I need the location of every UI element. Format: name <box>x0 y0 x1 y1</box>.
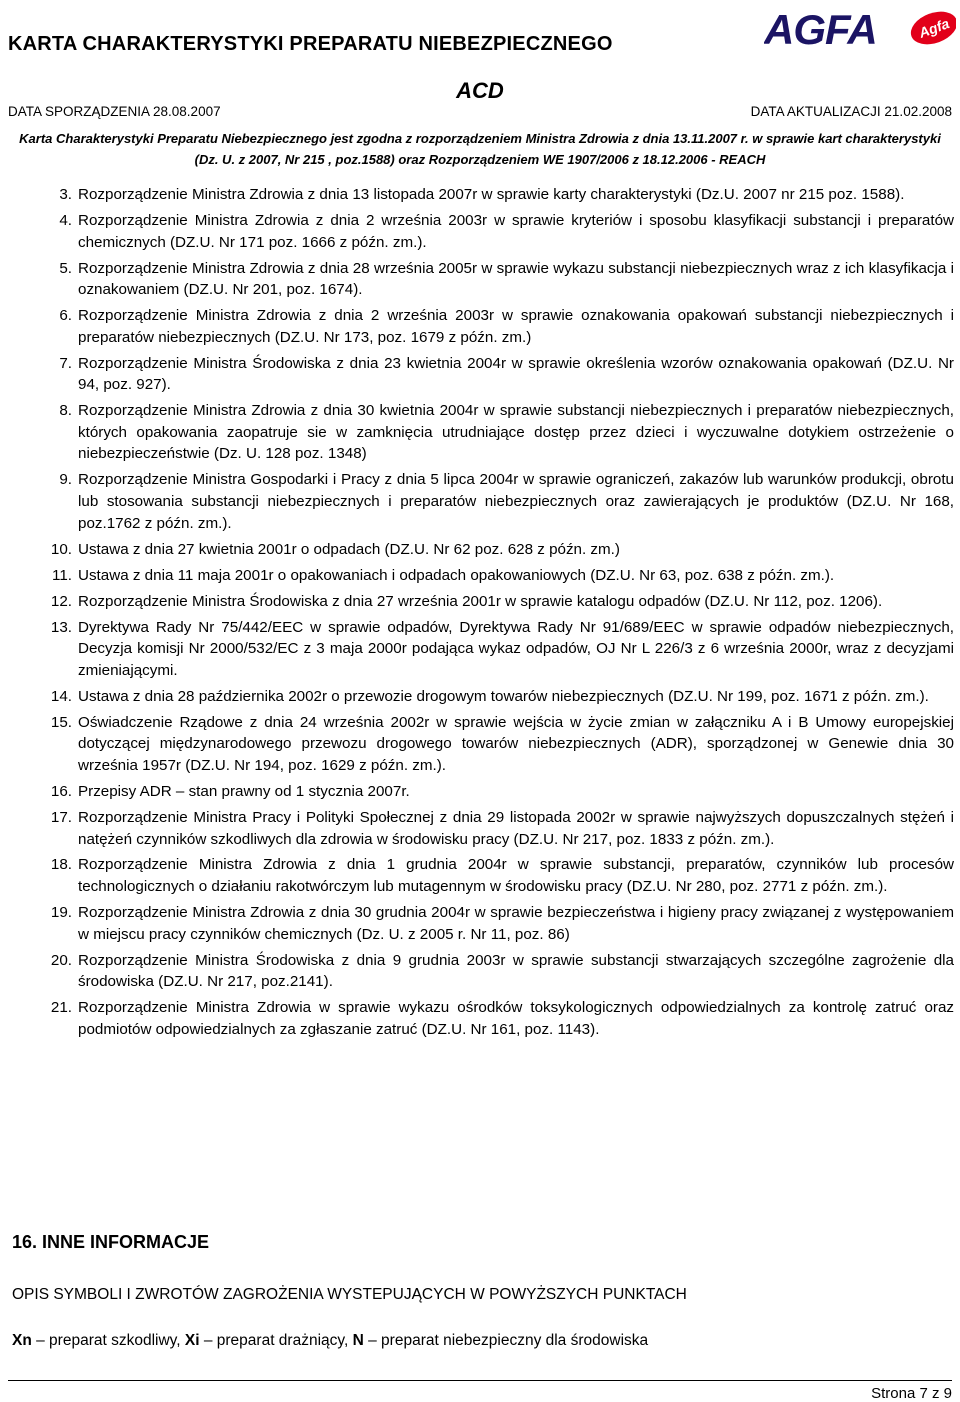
symbol-code: Xi <box>184 1332 200 1349</box>
regulations-list <box>10 184 954 1045</box>
symbol-description: – preparat szkodliwy, <box>31 1332 185 1349</box>
regulation-number: 4. <box>59 211 72 229</box>
regulation-text: Rozporządzenie Ministra Środowiska z dnia 23 kwietnia 2004r w sprawie określenia wzorów oznakowania opakowań (DZ.U. Nr 94, poz. 927). <box>78 354 954 394</box>
agfa-rhombus-badge <box>906 6 956 50</box>
regulation-text: Przepisy ADR – stan prawny od 1 stycznia 2007r. <box>78 782 410 800</box>
regulation-item <box>10 353 954 396</box>
regulation-item <box>10 902 954 945</box>
symbol-code: N <box>352 1332 364 1349</box>
regulation-item <box>10 712 954 777</box>
regulation-text: Rozporządzenie Ministra Zdrowia z dnia 28 września 2005r w sprawie wykazu substancji niebezpiecznych wraz z ich klasyfikacja i oznakowaniem (DZ.U. Nr 201, poz. 1674). <box>78 259 954 299</box>
regulation-text: Rozporządzenie Ministra Gospodarki i Pracy z dnia 5 lipca 2004r w sprawie ograniczeń, zakazów lub warunków produkcji, obrotu lub stosowania substancji niebezpiecznych i preparatów niebezpiecznych oraz zawierających je produktów (DZ.U. Nr 168, poz.1762 z późn. zm.). <box>78 471 954 532</box>
regulation-number: 21. <box>50 999 72 1017</box>
regulation-number: 12. <box>50 592 72 610</box>
regulation-item <box>10 400 954 465</box>
regulation-number: 17. <box>50 808 72 826</box>
regulation-number: 15. <box>50 713 72 731</box>
product-code: ACD <box>456 78 504 103</box>
regulation-number: 7. <box>59 354 72 372</box>
symbols-legend <box>12 1332 648 1350</box>
regulation-item <box>10 210 954 253</box>
regulation-item <box>10 854 954 897</box>
regulation-number: 8. <box>59 402 72 420</box>
regulation-number: 3. <box>59 186 72 203</box>
document-title: KARTA CHARAKTERYSTYKI PREPARATU NIEBEZPIECZNEGO <box>8 33 613 55</box>
regulation-text: Rozporządzenie Ministra Zdrowia z dnia 30 kwietnia 2004r w sprawie substancji niebezpiecznych i preparatów niebezpiecznych, których opakowania zaopatruje sie w zamknięcia utrudniające dostęp przez dzieci i wyczuwalne dotykiem ostrzeżenie o niebezpieczeństwie (Dz. U. 128 poz. 1348) <box>78 402 954 463</box>
footer-divider <box>8 1380 952 1381</box>
regulation-item <box>10 565 954 587</box>
regulation-number: 6. <box>59 307 72 325</box>
date-prepared: DATA SPORZĄDZENIA 28.08.2007 <box>8 104 221 119</box>
regulation-number: 16. <box>50 782 72 800</box>
svg-text:AGFA: AGFA <box>764 6 877 53</box>
agfa-logo <box>764 6 956 54</box>
regulation-number: 9. <box>59 471 72 489</box>
regulation-item <box>10 539 954 561</box>
regulation-text: Dyrektywa Rady Nr 75/442/EEC w sprawie odpadów, Dyrektywa Rady Nr 91/689/EEC w sprawie odpadów niebezpiecznych, Decyzja komisji Nr 2000/532/EC z 3 maja 2000r podająca wykaz odpadów, OJ Nr L 226/3 z 6 września 2000r, wraz z decyzjami zmieniającymi. <box>78 618 954 679</box>
regulation-text: Rozporządzenie Ministra Zdrowia z dnia 2 września 2003r w sprawie kryteriów i sposobu klasyfikacji substancji i preparatów chemicznych (DZ.U. Nr 171 poz. 1666 z późn. zm.). <box>78 211 954 251</box>
regulation-number: 20. <box>50 951 72 969</box>
regulation-text: Rozporządzenie Ministra Zdrowia w sprawie wykazu ośrodków toksykologicznych odpowiedzialnych za kontrolę zatruć oraz podmiotów odpowiedzialnych za zgłaszanie zatruć (DZ.U. Nr 161, poz. 1143). <box>78 999 954 1038</box>
regulation-text: Rozporządzenie Ministra Zdrowia z dnia 2 września 2003r w sprawie oznakowania opakowań substancji niebezpiecznych i preparatów niebezpiecznych (DZ.U. Nr 173, poz. 1679 z późn. zm.) <box>78 307 954 346</box>
regulation-item <box>10 184 954 206</box>
regulation-item <box>10 591 954 613</box>
regulation-item <box>10 807 954 850</box>
regulation-item <box>10 258 954 301</box>
regulation-text: Rozporządzenie Ministra Zdrowia z dnia 1 grudnia 2004r w sprawie substancji, preparatów, czynników lub procesów technologicznych o działaniu rakotwórczym lub mutagennym w środowisku pracy (DZ.U. Nr 280, poz. 2771 z późn. zm.). <box>78 856 954 896</box>
regulation-text: Rozporządzenie Ministra Środowiska z dnia 27 września 2001r w sprawie katalogu odpadów (DZ.U. Nr 112, poz. 1206). <box>78 592 883 610</box>
regulation-number: 10. <box>50 540 72 558</box>
regulation-text: Ustawa z dnia 28 października 2002r o przewozie drogowym towarów niebezpiecznych (DZ.U. Nr 199, poz. 1671 z późn. zm.). <box>78 687 929 705</box>
regulation-item <box>10 781 954 803</box>
regulation-text: Rozporządzenie Ministra Zdrowia z dnia 13 listopada 2007r w sprawie karty charakterystyki (Dz.U. 2007 nr 215 poz. 1588). <box>78 186 905 203</box>
regulation-number: 11. <box>52 566 72 584</box>
regulation-text: Rozporządzenie Ministra Pracy i Polityki Społecznej z dnia 29 listopada 2002r w sprawie najwyższych dopuszczalnych stężeń i natężeń czynników szkodliwych dla zdrowia w środowisku pracy (DZ.U. Nr 217, poz. 1833 z późn. zm.). <box>78 808 954 848</box>
regulation-item <box>10 617 954 682</box>
regulation-text: Oświadczenie Rządowe z dnia 24 września 2002r w sprawie wejścia w życie zmian w załączniku A i B Umowy europejskiej dotyczącej międzynarodowego przewozu drogowego towarów niebezpiecznych (ADR), sporządzonej w Genewie dnia 30 września 1957r (DZ.U. Nr 194, poz. 1629 z późn. zm.). <box>78 713 954 774</box>
regulation-text: Ustawa z dnia 27 kwietnia 2001r o odpadach (DZ.U. Nr 62 poz. 628 z późn. zm.) <box>78 540 620 558</box>
regulation-item <box>10 950 954 993</box>
regulation-number: 19. <box>50 904 72 922</box>
regulation-item <box>10 305 954 348</box>
regulation-text: Rozporządzenie Ministra Zdrowia z dnia 30 grudnia 2004r w sprawie bezpieczeństwa i higieny pracy związanej z występowaniem w miejscu pracy czynników chemicznych (Dz. U. z 2005 r. Nr 11, poz. 86) <box>78 904 954 943</box>
svg-text:Agfa: Agfa <box>916 15 952 41</box>
symbol-code: Xn <box>12 1332 32 1349</box>
section-16-title: 16. INNE INFORMACJE <box>12 1232 210 1252</box>
page-number: Strona 7 z 9 <box>871 1385 952 1402</box>
regulation-number: 14. <box>50 687 72 705</box>
symbol-description: – preparat niebezpieczny dla środowiska <box>363 1332 649 1349</box>
regulation-text: Ustawa z dnia 11 maja 2001r o opakowaniach i odpadach opakowaniowych (DZ.U. Nr 63, poz. 638 z późn. zm.). <box>78 566 835 584</box>
regulation-number: 18. <box>50 856 72 874</box>
regulation-number: 5. <box>59 259 72 277</box>
regulation-compliance-note: Karta Charakterystyki Preparatu Niebezpiecznego jest zgodna z rozporządzeniem Ministra Zdrowia z dnia 13.11.2007 r. w sprawie kart charakterystyki (Dz. U. z 2007, Nr 215 , poz.1588) oraz Rozporządzeniem WE 1907/2006 z 18.12.2006 - REACH <box>19 131 941 167</box>
symbols-subtitle: OPIS SYMBOLI I ZWROTÓW ZAGROŻENIA WYSTEPUJĄCYCH W POWYŻSZYCH PUNKTACH <box>12 1286 687 1303</box>
date-updated: DATA AKTUALIZACJI 21.02.2008 <box>750 104 952 119</box>
symbol-description: – preparat drażniący, <box>199 1332 353 1349</box>
regulation-text: Rozporządzenie Ministra Środowiska z dnia 9 grudnia 2003r w sprawie substancji stwarzających szczególne zagrożenie dla środowiska (DZ.U. Nr 217, poz.2141). <box>78 951 954 991</box>
regulation-item <box>10 997 954 1040</box>
regulation-item <box>10 469 954 534</box>
regulation-item <box>10 686 954 708</box>
regulation-number: 13. <box>50 618 72 636</box>
